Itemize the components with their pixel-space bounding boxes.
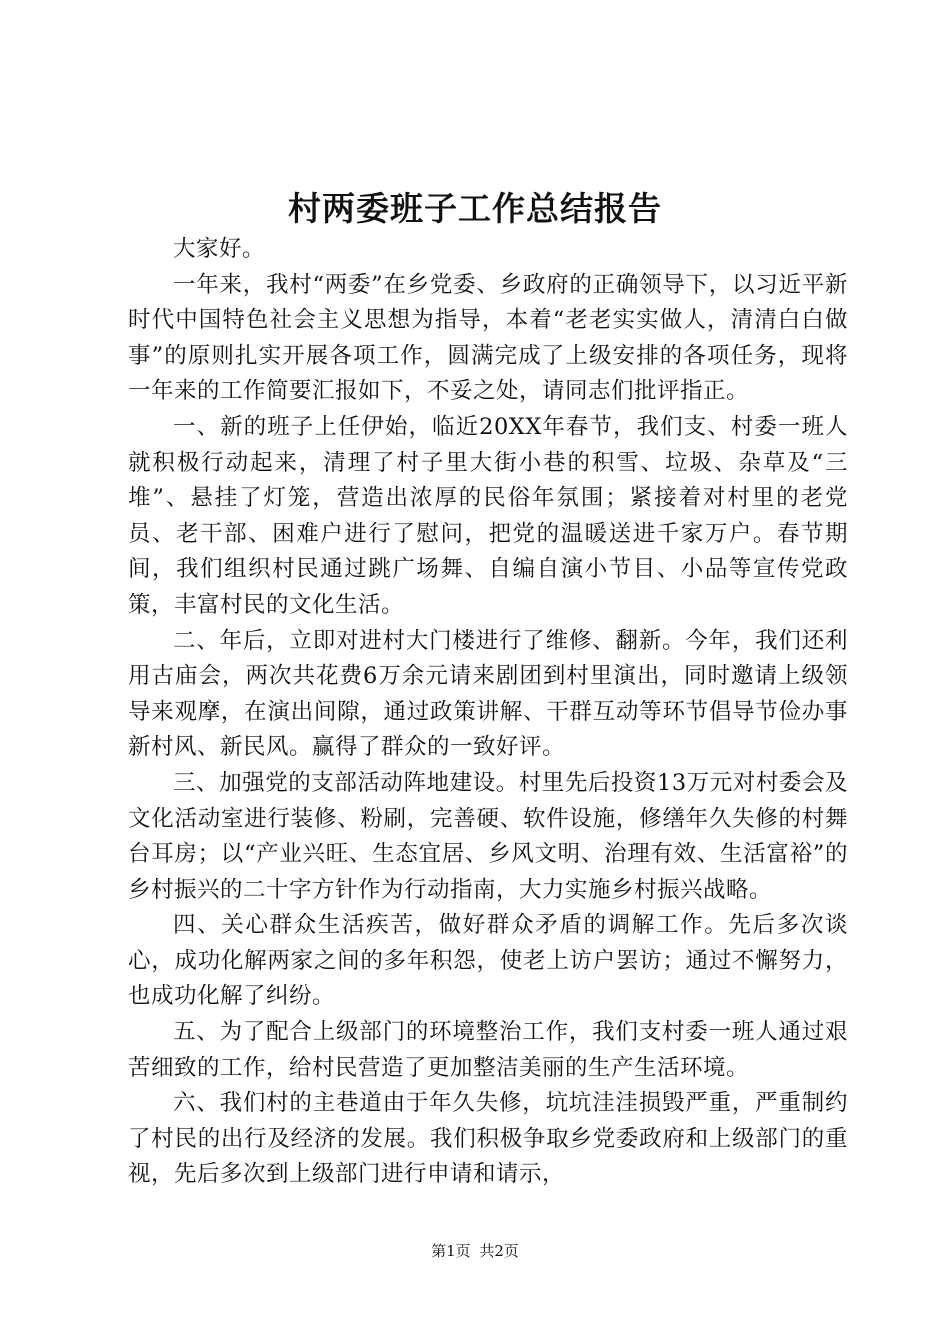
paragraph-item-5: 五、为了配合上级部门的环境整治工作，我们支村委一班人通过艰苦细致的工作，给村民营造了更加整洁美丽的生产生活环境。	[128, 1019, 848, 1081]
page-footer: 第1页 共2页	[431, 1242, 519, 1260]
paragraph-intro: 一年来，我村“两委”在乡党委、乡政府的正确领导下，以习近平新时代中国特色社会主义思想为指导，本着“老老实实做人，清清白白做事”的原则扎实开展各项工作，圆满完成了上级安排的各项任务，现将一年来的工作简要汇报如下，不妥之处，请同志们批评指正。	[128, 271, 848, 405]
paragraph-item-1: 一、新的班子上任伊始，临近20XX年春节，我们支、村委一班人就积极行动起来，清理了村子里大街小巷的积雪、垃圾、杂草及“三堆”、悬挂了灯笼，营造出浓厚的民俗年氛围；紧接着对村里的老党员、老干部、困难户进行了慰问，把党的温暖送进千家万户。春节期间，我们组织村民通过跳广场舞、自编自演小节目、小品等宣传党政策，丰富村民的文化生活。	[128, 413, 848, 618]
paragraph-item-4: 四、关心群众生活疾苦，做好群众矛盾的调解工作。先后多次谈心，成功化解两家之间的多年积怨，使老上访户罢访；通过不懈努力，也成功化解了纠纷。	[128, 912, 848, 1010]
paragraph-item-3: 三、加强党的支部活动阵地建设。村里先后投资13万元对村委会及文化活动室进行装修、粉刷，完善硬、软件设施，修缮年久失修的村舞台耳房；以“产业兴旺、生态宜居、乡风文明、治理有效、生活富裕”的乡村振兴的二十字方针作为行动指南，大力实施乡村振兴战略。	[128, 769, 848, 903]
paragraph-item-2: 二、年后，立即对进村大门楼进行了维修、翻新。今年，我们还利用古庙会，两次共花费6万余元请来剧团到村里演出，同时邀请上级领导来观摩，在演出间隙，通过政策讲解、干群互动等环节倡导节俭办事新村风、新民风。赢得了群众的一致好评。	[128, 627, 848, 761]
paragraph-item-6: 六、我们村的主巷道由于年久失修，坑坑洼洼损毁严重，严重制约了村民的出行及经济的发展。我们积极争取乡党委政府和上级部门的重视，先后多次到上级部门进行申请和请示，	[128, 1090, 848, 1188]
document-title: 村两委班子工作总结报告	[288, 189, 662, 228]
paragraph-greeting: 大家好。	[173, 236, 266, 262]
document-body	[128, 232, 848, 1193]
